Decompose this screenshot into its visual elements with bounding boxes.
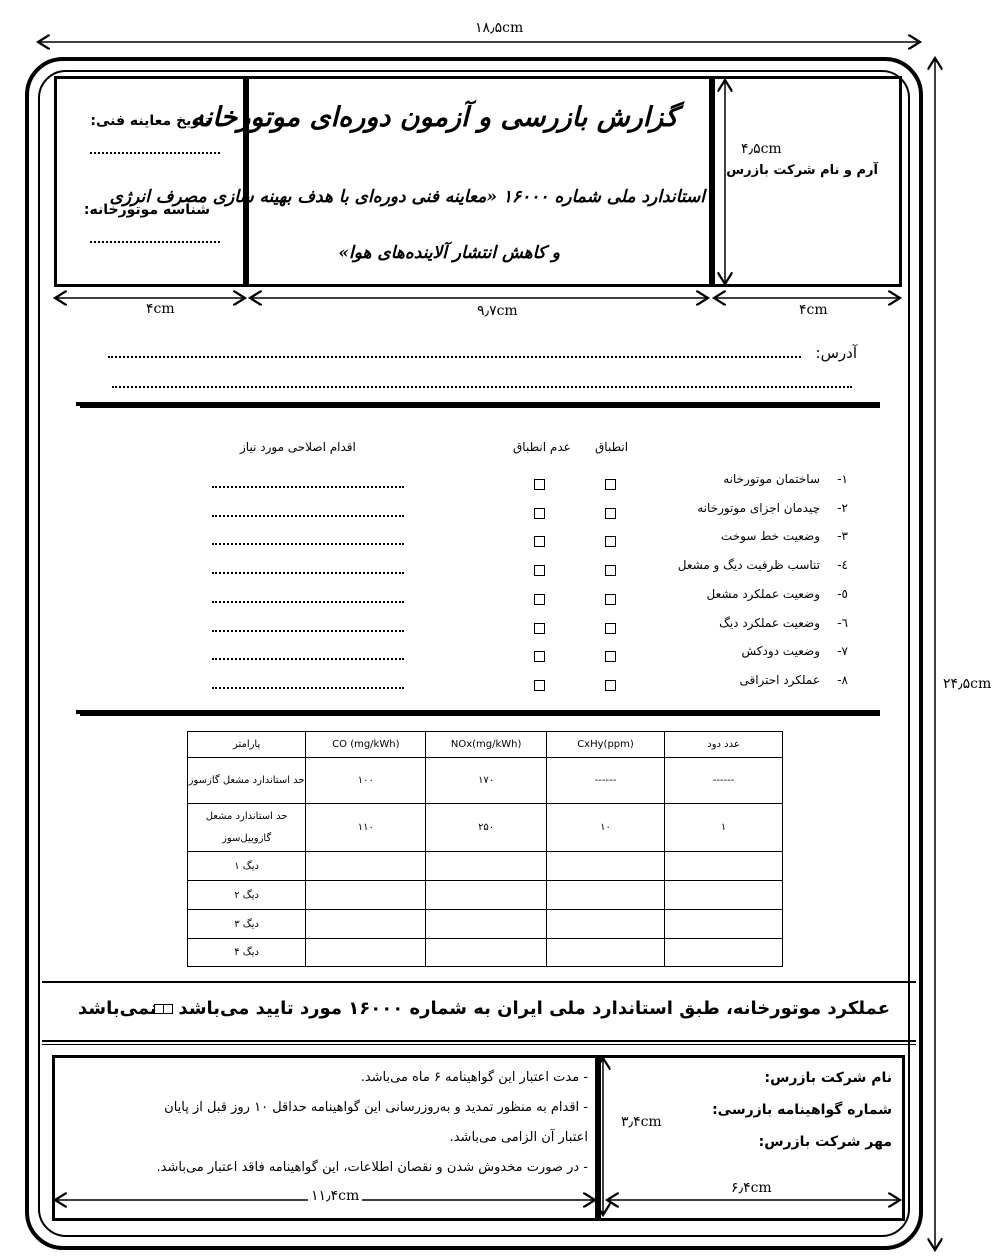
not-approved-text: نمی‌باشد [78, 998, 157, 1019]
table-row [188, 910, 783, 939]
checklist-item-number: ۳- [837, 529, 848, 543]
table-row [188, 939, 783, 967]
company-logo-label: آرم و نام شرکت بازرس [726, 163, 878, 178]
notes-height-label: ۳٫۴cm [618, 1114, 665, 1130]
checklist-item-label: ساختمان موتورخانه [723, 472, 820, 486]
table-cell: دیگ ۴ [188, 939, 306, 967]
corrective-action-field[interactable] [212, 515, 404, 517]
left-box-width-label: ۴cm [143, 301, 178, 317]
approval-statement [154, 998, 890, 1019]
nonconform-checkbox[interactable] [534, 479, 545, 490]
table-header: پارامتر [188, 732, 306, 758]
table-header: CxHy(ppm) [546, 732, 664, 758]
document-subtitle-line2: و کاهش انتشار آلاینده‌های هوا» [338, 243, 560, 263]
right-box-height-label: ۴٫۵cm [738, 141, 785, 157]
checklist-item-label: چیدمان اجزای موتورخانه [697, 501, 820, 515]
table-cell[interactable] [306, 881, 426, 910]
engine-room-id-label: شناسه موتورخانه: [83, 202, 210, 218]
table-cell: دیگ ۲ [188, 881, 306, 910]
address-label: آدرس: [815, 344, 857, 362]
note-item: - مدت اعتبار این گواهینامه ۶ ماه می‌باشد. [360, 1070, 588, 1085]
not-approved-checkbox[interactable] [163, 1004, 173, 1014]
cert-number-label: شماره گواهینامه بازرسی: [712, 1102, 892, 1118]
statement-top-rule [42, 981, 916, 983]
table-cell[interactable] [426, 881, 546, 910]
conform-checkbox[interactable] [605, 536, 616, 547]
nonconform-checkbox[interactable] [534, 680, 545, 691]
conform-checkbox[interactable] [605, 623, 616, 634]
nonconform-checkbox[interactable] [534, 594, 545, 605]
table-cell[interactable] [426, 939, 546, 967]
company-box-width-label: ۶٫۴cm [728, 1180, 775, 1196]
not-approved-statement [72, 998, 173, 1019]
table-cell[interactable] [665, 881, 783, 910]
note-item: اعتبار آن الزامی می‌باشد. [449, 1130, 588, 1145]
corrective-action-field[interactable] [212, 543, 404, 545]
company-name-label: نام شرکت بازرس: [764, 1070, 892, 1086]
company-seal-label: مهر شرکت بازرس: [758, 1134, 892, 1150]
checklist-item-number: ٤- [837, 558, 848, 572]
table-cell: ۲۵۰ [426, 804, 546, 852]
corrective-action-field[interactable] [212, 658, 404, 660]
conform-checkbox[interactable] [605, 479, 616, 490]
note-item: - در صورت مخدوش شدن و نقصان اطلاعات، این گواهینامه فاقد اعتبار می‌باشد. [156, 1160, 588, 1175]
conform-checkbox[interactable] [605, 594, 616, 605]
conform-checkbox[interactable] [605, 508, 616, 519]
table-row [188, 881, 783, 910]
table-cell[interactable] [546, 910, 664, 939]
header-right-box [712, 76, 902, 287]
table-cell[interactable] [665, 852, 783, 881]
approval-statement-text: عملکرد موتورخانه، طبق استاندارد ملی ایران به شماره ۱۶۰۰۰ مورد تایید می‌باشد [178, 998, 890, 1019]
address-field-line1[interactable] [108, 356, 801, 358]
corrective-action-field[interactable] [212, 486, 404, 488]
nonconform-checkbox[interactable] [534, 623, 545, 634]
table-cell[interactable] [306, 939, 426, 967]
table-cell: حد استاندارد مشعل گازوییل‌سوز [188, 804, 306, 852]
note-item: - اقدام به منظور تمدید و به‌روزرسانی این گواهینامه حداقل ۱۰ روز قبل از پایان [164, 1100, 588, 1115]
table-cell: ۱۷۰ [426, 758, 546, 804]
table-cell: دیگ ۳ [188, 910, 306, 939]
right-box-width-label: ۴cm [796, 302, 831, 318]
checklist-item-label: وضعیت دودکش [741, 644, 820, 658]
engine-room-id-field[interactable] [90, 241, 220, 243]
table-row [188, 758, 783, 804]
table-cell: حد استاندارد مشعل گازسوز [188, 758, 306, 804]
inspection-date-field[interactable] [90, 152, 220, 154]
table-cell: ۱۰۰ [306, 758, 426, 804]
table-row [188, 804, 783, 852]
table-cell: ------ [665, 758, 783, 804]
checklist-item-number: ۸- [837, 673, 848, 687]
statement-bottom-rule [42, 1040, 916, 1042]
nonconform-checkbox[interactable] [534, 651, 545, 662]
table-cell: ۱۰ [546, 804, 664, 852]
table-cell[interactable] [546, 881, 664, 910]
checklist-item-label: وضعیت عملکرد دیگ [719, 616, 820, 630]
corrective-action-field[interactable] [212, 601, 404, 603]
conform-header: انطباق [595, 440, 629, 454]
table-cell[interactable] [306, 852, 426, 881]
checklist-item-number: ٦- [837, 616, 848, 630]
table-header: عدد دود [665, 732, 783, 758]
nonconform-header: عدم انطباق [513, 440, 571, 454]
table-cell: ۱ [665, 804, 783, 852]
checklist-item-number: ۲- [837, 501, 848, 515]
table-cell: ------ [546, 758, 664, 804]
notes-width-label: ۱۱٫۴cm [308, 1188, 362, 1204]
table-header: NOx(mg/kWh) [426, 732, 546, 758]
corrective-action-field[interactable] [212, 687, 404, 689]
nonconform-checkbox[interactable] [534, 536, 545, 547]
statement-bottom-rule2 [42, 1044, 916, 1045]
height-dimension-label: ۲۴٫۵cm [940, 676, 994, 692]
document-title: گزارش بازرسی و آزمون دوره‌ای موتورخانه [190, 102, 678, 133]
conform-checkbox[interactable] [605, 651, 616, 662]
inspection-date-label: تاریخ معاینه فنی: [90, 113, 210, 129]
checklist-item-number: ۷- [837, 644, 848, 658]
corrective-action-field[interactable] [212, 630, 404, 632]
table-cell[interactable] [426, 852, 546, 881]
checklist-item-number: ٥- [837, 587, 848, 601]
emissions-table [187, 731, 783, 967]
checklist-item-label: وضعیت عملکرد مشعل [706, 587, 820, 601]
table-cell[interactable] [665, 939, 783, 967]
table-row [188, 852, 783, 881]
checklist-item-label: تناسب ظرفیت دیگ و مشعل [677, 558, 820, 572]
table-cell[interactable] [306, 910, 426, 939]
table-cell: دیگ ۱ [188, 852, 306, 881]
table-header: CO (mg/kWh) [306, 732, 426, 758]
table-cell[interactable] [546, 852, 664, 881]
section-divider-shadow [80, 714, 880, 716]
address-field-line2[interactable] [112, 386, 852, 388]
conform-checkbox[interactable] [605, 680, 616, 691]
document-subtitle-line1: استاندارد ملی شماره ۱۶۰۰۰ «معاینه فنی دوره‌ای با هدف بهینه سازی مصرف انرژی [109, 187, 705, 207]
nonconform-checkbox[interactable] [534, 565, 545, 576]
width-dimension-label: ۱۸٫۵cm [472, 20, 526, 36]
table-cell: ۱۱۰ [306, 804, 426, 852]
table-cell[interactable] [546, 939, 664, 967]
nonconform-checkbox[interactable] [534, 508, 545, 519]
corrective-action-header: اقدام اصلاحی مورد نیاز [240, 440, 356, 454]
center-box-width-label: ۹٫۷cm [474, 303, 521, 319]
table-cell[interactable] [665, 910, 783, 939]
checklist-item-label: وضعیت خط سوخت [720, 529, 820, 543]
section-divider-shadow [80, 406, 880, 408]
checklist-item-number: ۱- [837, 472, 848, 486]
checklist-item-label: عملکرد احتراقی [739, 673, 820, 687]
conform-checkbox[interactable] [605, 565, 616, 576]
table-cell[interactable] [426, 910, 546, 939]
corrective-action-field[interactable] [212, 572, 404, 574]
